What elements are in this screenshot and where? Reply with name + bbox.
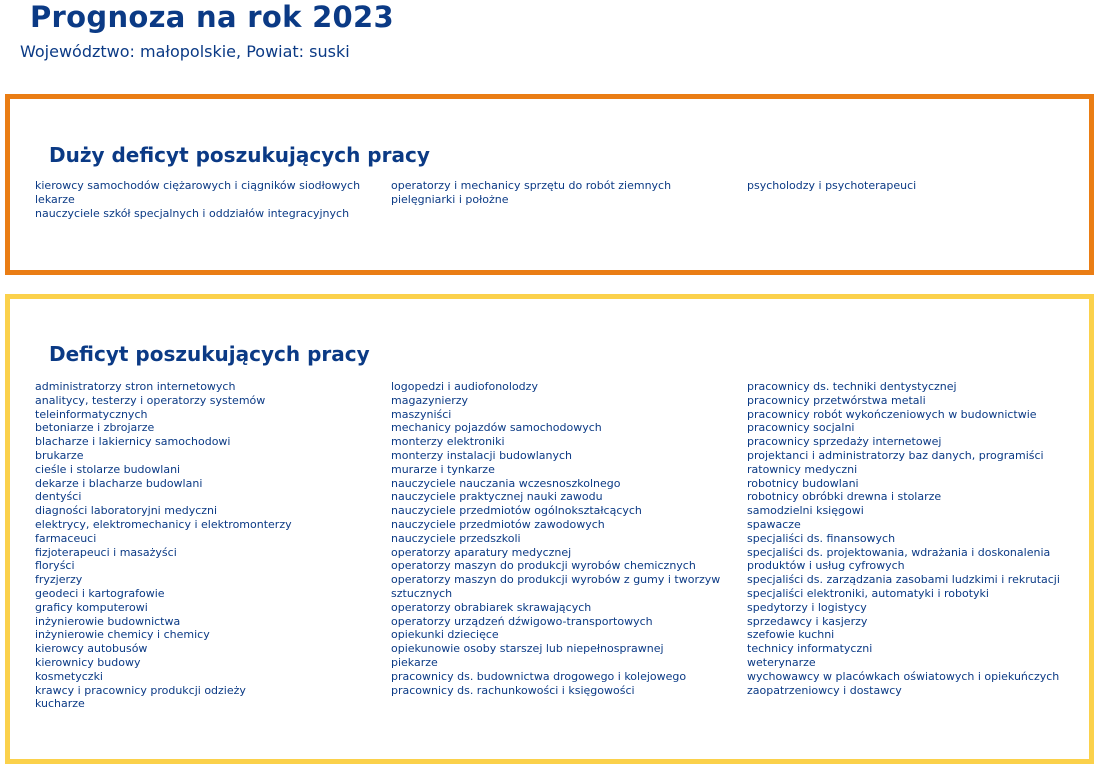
occupation-item: floryści [35, 559, 75, 573]
occupation-item: inżynierowie chemicy i chemicy [35, 628, 210, 642]
occupation-item: nauczyciele przedmiotów ogólnokształcących [391, 504, 642, 518]
occupation-item: operatorzy obrabiarek skrawających [391, 600, 592, 614]
occupation-item: monterzy instalacji budowlanych [391, 448, 573, 462]
occupation-item: monterzy elektroniki [391, 435, 505, 449]
occupation-item: pracownicy ds. rachunkowości i księgowości [391, 683, 635, 697]
occupation-item: spedytorzy i logistycy [747, 600, 867, 614]
occupation-item: operatorzy maszyn do produkcji wyrobów z gumy i tworzyw [391, 573, 721, 587]
deficit-column [747, 380, 1100, 711]
occupation-item: psycholodzy i psychoterapeuci [747, 179, 917, 192]
occupation-item: krawcy i pracownicy produkcji odzieży [35, 683, 246, 697]
big-deficit-list [35, 179, 1100, 220]
occupation-item: specjaliści ds. zarządzania zasobami ludzkimi i rekrutacji [747, 573, 1060, 587]
occupation-item: kierowcy samochodów ciężarowych i ciągników siodłowych [35, 179, 361, 192]
occupation-item: analitycy, testerzy i operatorzy systemów [35, 393, 266, 407]
occupation-item: geodeci i kartografowie [35, 586, 165, 600]
occupation-item: administratorzy stron internetowych [35, 380, 236, 393]
occupation-item: ratownicy medyczni [747, 462, 858, 476]
occupation-item: opiekunowie osoby starszej lub niepełnosprawnej [391, 642, 664, 656]
occupation-item: kosmetyczki [35, 669, 103, 683]
occupation-item: pracownicy przetwórstwa metali [747, 393, 926, 407]
occupation-item: pracownicy ds. budownictwa drogowego i kolejowego [391, 669, 687, 683]
occupation-item: kucharze [35, 697, 85, 711]
occupation-item: farmaceuci [35, 531, 97, 545]
occupation-item: dentyści [35, 490, 82, 504]
occupation-item: fryzjerzy [35, 573, 83, 587]
occupation-item: nauczyciele przedszkoli [391, 531, 521, 545]
occupation-item: weterynarze [747, 655, 816, 669]
occupation-item: spawacze [747, 517, 801, 531]
occupation-item: szefowie kuchni [747, 628, 835, 642]
page-title: Prognoza na rok 2023 [30, 0, 394, 34]
occupation-item: specjaliści ds. finansowych [747, 531, 896, 545]
big-deficit-column [747, 179, 1100, 220]
occupation-item: kierownicy budowy [35, 655, 141, 669]
occupation-item: operatorzy aparatury medycznej [391, 545, 572, 559]
occupation-item: operatorzy i mechanicy sprzętu do robót ziemnych [391, 179, 672, 192]
occupation-item: pielęgniarki i położne [391, 192, 509, 206]
occupation-item: fizjoterapeuci i masażyści [35, 545, 177, 559]
occupation-item: sprzedawcy i kasjerzy [747, 614, 868, 628]
big-deficit-panel [5, 94, 1094, 275]
occupation-item: opiekunki dziecięce [391, 628, 499, 642]
occupation-item: operatorzy maszyn do produkcji wyrobów chemicznych [391, 559, 696, 573]
occupation-item: pracownicy sprzedaży internetowej [747, 435, 942, 449]
occupation-item: robotnicy budowlani [747, 476, 859, 490]
big-deficit-heading: Duży deficyt poszukujących pracy [49, 143, 430, 167]
occupation-item: operatorzy urządzeń dźwigowo-transportowych [391, 614, 653, 628]
occupation-item: pracownicy socjalni [747, 421, 855, 435]
occupation-item: piekarze [391, 655, 438, 669]
deficit-heading: Deficyt poszukujących pracy [49, 342, 370, 366]
occupation-item: inżynierowie budownictwa [35, 614, 181, 628]
occupation-item: teleinformatycznych [35, 407, 148, 421]
big-deficit-column [391, 179, 747, 220]
page-subtitle: Województwo: małopolskie, Powiat: suski [20, 42, 350, 61]
occupation-item: technicy informatyczni [747, 642, 873, 656]
occupation-item: specjaliści ds. projektowania, wdrażania i doskonalenia [747, 545, 1051, 559]
occupation-item: nauczyciele szkół specjalnych i oddziałów integracyjnych [35, 206, 350, 220]
occupation-item: diagności laboratoryjni medyczni [35, 504, 218, 518]
occupation-item: pracownicy ds. techniki dentystycznej [747, 380, 957, 393]
occupation-item: betoniarze i zbrojarze [35, 421, 155, 435]
occupation-item: cieśle i stolarze budowlani [35, 462, 181, 476]
occupation-item: sztucznych [391, 586, 453, 600]
occupation-item: pracownicy robót wykończeniowych w budownictwie [747, 407, 1037, 421]
occupation-item: robotnicy obróbki drewna i stolarze [747, 490, 942, 504]
deficit-list [35, 380, 1100, 711]
occupation-item: maszyniści [391, 407, 452, 421]
occupation-item: nauczyciele przedmiotów zawodowych [391, 517, 605, 531]
occupation-item: produktów i usług cyfrowych [747, 559, 905, 573]
occupation-item: murarze i tynkarze [391, 462, 495, 476]
occupation-item: mechanicy pojazdów samochodowych [391, 421, 602, 435]
occupation-item: brukarze [35, 448, 84, 462]
occupation-item: zaopatrzeniowcy i dostawcy [747, 683, 902, 697]
occupation-item: nauczyciele praktycznej nauki zawodu [391, 490, 603, 504]
occupation-item: graficy komputerowi [35, 600, 148, 614]
occupation-item: elektrycy, elektromechanicy i elektromonterzy [35, 517, 292, 531]
deficit-column [391, 380, 747, 711]
occupation-item: wychowawcy w placówkach oświatowych i opiekuńczych [747, 669, 1060, 683]
deficit-column [35, 380, 391, 711]
occupation-item: magazynierzy [391, 393, 469, 407]
big-deficit-column [35, 179, 391, 220]
deficit-panel [5, 294, 1094, 764]
occupation-item: nauczyciele nauczania wczesnoszkolnego [391, 476, 621, 490]
occupation-item: dekarze i blacharze budowlani [35, 476, 203, 490]
occupation-item: logopedzi i audiofonolodzy [391, 380, 538, 393]
occupation-item: lekarze [35, 192, 75, 206]
occupation-item: blacharze i lakiernicy samochodowi [35, 435, 231, 449]
occupation-item: specjaliści elektroniki, automatyki i robotyki [747, 586, 989, 600]
occupation-item: projektanci i administratorzy baz danych, programiści [747, 448, 1044, 462]
occupation-item: kierowcy autobusów [35, 642, 148, 656]
occupation-item: samodzielni księgowi [747, 504, 864, 518]
